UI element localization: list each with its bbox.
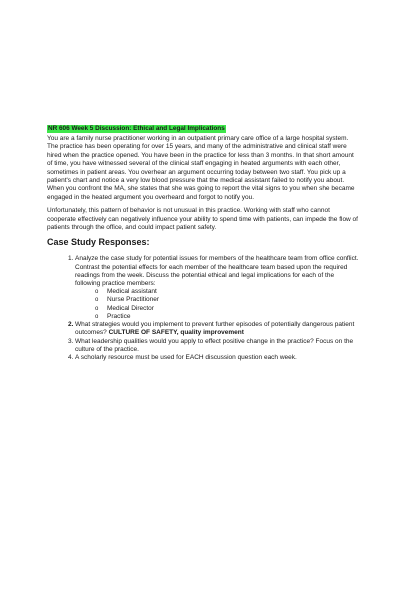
- item-number: 3.: [68, 337, 74, 345]
- bullet-icon: o: [95, 305, 99, 312]
- member-label: Nurse Practitioner: [107, 296, 160, 304]
- item-text: Analyze the case study for potential issues for members of the healthcare team from office conflict. Contrast the potential effects for each member of the healthcare team based upon the required readings from the week. Discuss the potential ethical and legal implications for each of the following practice members:: [75, 255, 359, 288]
- list-item: [68, 354, 359, 362]
- bullet-icon: o: [95, 313, 99, 320]
- responses-list: [47, 255, 359, 362]
- bullet-icon: o: [95, 289, 99, 296]
- item-number: 2.: [68, 321, 74, 329]
- item-text: What leadership qualities would you apply to effect positive change in the practice? Focus on the culture of the practice.: [75, 337, 354, 353]
- item-number: 1.: [68, 255, 74, 263]
- item-text: A scholarly resource must be used for EACH discussion question each week.: [75, 353, 297, 361]
- scenario-paragraph: You are a family nurse practitioner working in an outpatient primary care office of a large hospital system. The practice has been operating for over 15 years, and many of the administrative and clinical staff were hired when the practice opened. You have been in the practice for less than 3 months. In that short amount of time, you have witnessed several of the clinical staff engaging in heated arguments with each other, sometimes in patient areas. You overhear an argument occurring today between two staff. You pick up a patient's chart and notice a very low blood pressure that the medical assistant failed to notify you about. When you confront the MA, she states that she was going to report the vital signs to you when she became engaged in the heated argument you overheard and forgot to notify you.: [47, 135, 355, 201]
- list-item: [68, 338, 359, 354]
- member-label: Medical assistant: [107, 288, 157, 296]
- member-label: Medical Director: [107, 304, 154, 312]
- document-content: [47, 117, 359, 362]
- list-item: [68, 321, 359, 337]
- behavior-paragraph: Unfortunately, this pattern of behavior is not unusual in this practice. Working with staff who cannot cooperate effectively can negatively influence your ability to spend time with patients, can impede the flow of patients through the office, and could impact patient safety.: [47, 207, 358, 232]
- document-title: NR 606 Week 5 Discussion: Ethical and Legal Implications: [48, 125, 225, 132]
- member-item: [95, 288, 359, 296]
- member-label: Practice: [107, 312, 131, 320]
- member-item: [95, 296, 359, 304]
- item-number: 4.: [68, 353, 74, 361]
- item-text: What strategies would you implement to prevent further episodes of potentially dangerous patient outcomes?: [75, 321, 355, 337]
- practice-members-list: [75, 288, 359, 321]
- member-item: [95, 313, 359, 321]
- member-item: [95, 305, 359, 313]
- list-item: [68, 255, 359, 321]
- item-emphasis: CULTURE OF SAFETY, quality improvement: [108, 329, 244, 337]
- section-heading: Case Study Responses:: [47, 237, 150, 248]
- bullet-icon: o: [95, 297, 99, 304]
